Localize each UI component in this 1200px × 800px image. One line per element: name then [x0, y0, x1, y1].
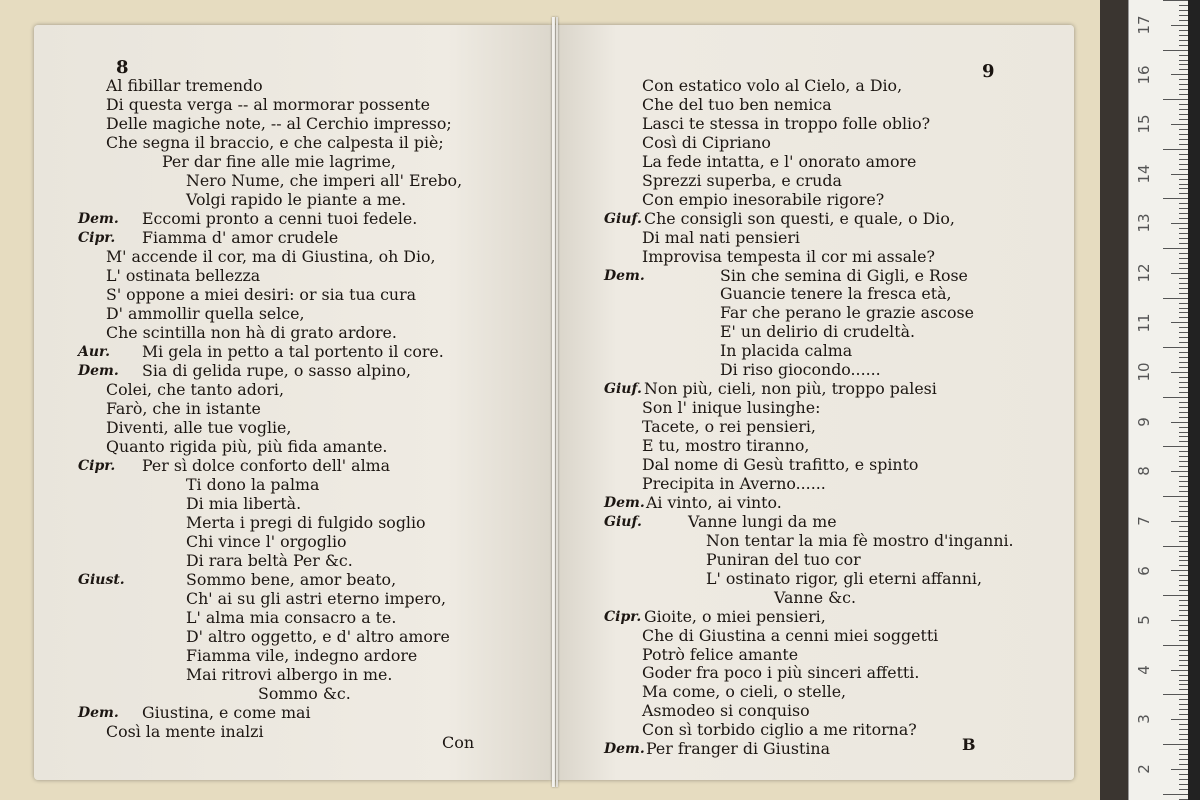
ruler-tick: [1163, 149, 1189, 150]
left-verse-line-7: Eccomi pronto a cenni tuoi fedele.: [142, 209, 418, 228]
right-verse-line-30: Potrò felice amante: [642, 644, 799, 664]
ruler-tick: [1163, 446, 1189, 447]
ruler-tick: [1163, 0, 1189, 1]
ruler-tick: [1163, 397, 1189, 398]
left-verse-line-11: S' oppone a miei desiri: or sia tua cura: [106, 285, 417, 304]
left-verse-line-12: D' ammollir quella selce,: [106, 304, 305, 323]
ruler-tick: [1171, 223, 1189, 224]
left-verse-line-0: Al fibillar tremendo: [106, 76, 263, 95]
ruler-tick: [1171, 570, 1189, 571]
right-verse-line-5: Sprezzi superba, e cruda: [642, 170, 842, 190]
ruler-number: 17: [1135, 15, 1153, 35]
ruler-tick: [1163, 496, 1189, 497]
left-verse-line-9: M' accende il cor, ma di Giustina, oh Dio,: [106, 247, 436, 266]
ruler-tick: [1171, 620, 1189, 621]
ruler-tick: [1171, 521, 1189, 522]
left-verse-line-15: Sia di gelida rupe, o sasso alpino,: [142, 361, 411, 380]
ruler-number: 2: [1135, 764, 1153, 774]
left-verse-line-23: Merta i pregi di fulgido soglio: [186, 513, 426, 532]
left-verse-line-5: Nero Nume, che imperi all' Erebo,: [186, 171, 463, 190]
right-verse-line-32: Ma come, o cieli, o stelle,: [642, 682, 847, 702]
right-verse-line-22: Ai vinto, ai vinto.: [646, 492, 782, 512]
ruler-tick: [1171, 719, 1189, 720]
left-verse-line-28: L' alma mia consacro a te.: [186, 608, 397, 627]
left-verse-line-16: Colei, che tanto adori,: [106, 380, 284, 399]
left-verse-line-3: Che segna il braccio, e che calpesta il piè;: [106, 133, 444, 152]
ruler-tick: [1163, 198, 1189, 199]
left-verse-line-17: Farò, che in istante: [106, 399, 261, 418]
right-verse-line-12: Far che perano le grazie ascose: [720, 303, 974, 323]
left-verse-line-21: Ti dono la palma: [186, 475, 320, 494]
left-page: [34, 25, 552, 780]
right-speaker-7: Giuf.: [604, 210, 642, 227]
right-speaker-16: Giuf.: [604, 381, 642, 398]
ruler-number: 6: [1135, 565, 1153, 576]
ruler-number: 10: [1135, 362, 1153, 382]
right-verse-line-11: Guancie tenere la fresca età,: [720, 284, 952, 304]
left-verse-line-27: Ch' ai su gli astri eterno impero,: [186, 589, 447, 608]
left-verse-line-22: Di mia libertà.: [186, 494, 302, 513]
ruler-number: 13: [1135, 213, 1153, 233]
measuring-ruler: [1128, 0, 1189, 800]
right-verse-line-1: Che del tuo ben nemica: [642, 94, 832, 114]
ruler-tick: [1171, 769, 1189, 770]
right-speaker-28: Cipr.: [604, 608, 642, 625]
left-speaker-33: Dem.: [78, 705, 119, 721]
ruler-number: 11: [1135, 313, 1153, 333]
left-verse-line-26: Sommo bene, amor beato,: [186, 570, 397, 589]
right-verse-line-26: L' ostinato rigor, gli eterni affanni,: [706, 568, 982, 588]
ruler-number: 4: [1135, 665, 1153, 675]
left-verse-line-33: Giustina, e come mai: [142, 703, 311, 722]
ruler-tick: [1171, 25, 1189, 26]
right-verse-line-31: Goder fra poco i più sinceri affetti.: [642, 663, 920, 683]
left-speaker-15: Dem.: [78, 363, 119, 379]
ruler-tick: [1171, 273, 1189, 274]
right-verse-line-8: Di mal nati pensieri: [642, 227, 800, 247]
right-verse-line-27: Vanne &c.: [774, 587, 857, 607]
ruler-number: 14: [1135, 164, 1153, 184]
ruler-tick: [1163, 99, 1189, 100]
left-speaker-8: Cipr.: [78, 230, 116, 246]
left-speaker-7: Dem.: [78, 211, 119, 227]
right-verse-line-20: Dal nome di Gesù trafitto, e spinto: [642, 455, 919, 474]
ruler-tick: [1163, 50, 1189, 51]
ruler-number: 7: [1135, 516, 1153, 526]
left-verse-line-1: Di questa verga -- al mormorar possente: [106, 95, 430, 114]
right-verse-line-16: Non più, cieli, non più, troppo palesi: [644, 379, 937, 399]
ruler-tick: [1171, 372, 1189, 373]
right-verse-line-25: Puniran del tuo cor: [706, 549, 861, 569]
left-verse-line-20: Per sì dolce conforto dell' alma: [142, 456, 391, 475]
catchword: Con: [442, 733, 475, 752]
ruler-tick: [1163, 794, 1189, 795]
left-speaker-20: Cipr.: [78, 458, 116, 474]
right-verse-line-29: Che di Giustina a cenni miei soggetti: [642, 625, 939, 645]
ruler-number: 9: [1135, 417, 1153, 427]
ruler-tick: [1163, 546, 1189, 547]
right-verse-line-0: Con estatico volo al Cielo, a Dio,: [642, 76, 903, 95]
ruler-tick: [1171, 670, 1189, 671]
left-verse-line-19: Quanto rigida più, più fida amante.: [106, 437, 388, 456]
left-verse-line-4: Per dar fine alle mie lagrime,: [162, 152, 396, 171]
right-verse-line-6: Con empio inesorabile rigore?: [642, 189, 885, 209]
right-verse-line-24: Non tentar la mia fè mostro d'inganni.: [706, 530, 1014, 550]
ruler-edge: [1188, 0, 1200, 800]
right-verse-line-18: Tacete, o rei pensieri,: [642, 417, 816, 437]
left-verse-line-29: D' altro oggetto, e d' altro amore: [186, 627, 450, 646]
ruler-tick: [1163, 248, 1189, 249]
right-verse-line-19: E tu, mostro tiranno,: [642, 436, 810, 456]
open-book: [34, 25, 1074, 785]
ruler-tick: [1163, 744, 1189, 745]
right-page-text: [554, 25, 1074, 780]
right-verse-line-15: Di riso giocondo......: [720, 360, 881, 380]
left-verse-line-18: Diventi, alle tue voglie,: [106, 418, 292, 437]
ruler-number: 8: [1135, 466, 1153, 477]
left-speaker-14: Aur.: [78, 344, 111, 360]
right-speaker-35: Dem.: [604, 741, 645, 758]
right-verse-line-7: Che consigli son questi, e quale, o Dio,: [644, 208, 955, 228]
right-verse-line-2: Lasci te stessa in troppo folle oblio?: [642, 113, 931, 133]
right-verse-line-10: Sin che semina di Gigli, e Rose: [720, 265, 968, 285]
right-speaker-10: Dem.: [604, 267, 645, 284]
right-speaker-23: Giuf.: [604, 513, 642, 530]
ruler-number: 5: [1135, 615, 1153, 625]
page-number-left: 8: [116, 57, 129, 78]
left-verse-line-25: Di rara beltà Per &c.: [186, 551, 353, 570]
ruler-tick: [1163, 645, 1189, 646]
right-speaker-22: Dem.: [604, 494, 645, 511]
left-verse-line-32: Sommo &c.: [258, 684, 351, 703]
right-verse-line-28: Gioite, o miei pensieri,: [644, 606, 826, 626]
ruler-tick: [1171, 124, 1189, 125]
left-verse-line-13: Che scintilla non hà di grato ardore.: [106, 323, 397, 342]
right-verse-line-21: Precipita in Averno......: [642, 473, 826, 493]
ruler-tick: [1171, 422, 1189, 423]
right-verse-line-17: Son l' inique lusinghe:: [642, 398, 821, 418]
ruler-tick: [1163, 595, 1189, 596]
left-speaker-26: Giust.: [78, 572, 125, 588]
right-verse-line-23: Vanne lungi da me: [688, 511, 837, 531]
ruler-tick: [1171, 74, 1189, 75]
ruler-number: 12: [1135, 263, 1153, 283]
right-page: [554, 25, 1074, 780]
page-number-right: 9: [982, 61, 995, 82]
background-dark-strip: [1100, 0, 1130, 800]
ruler-tick: [1163, 298, 1189, 299]
right-verse-line-33: Asmodeo si conquiso: [642, 701, 810, 721]
left-verse-line-30: Fiamma vile, indegno ardore: [186, 646, 418, 665]
right-verse-line-13: E' un delirio di crudeltà.: [720, 322, 916, 342]
ruler-number: 15: [1135, 114, 1153, 134]
ruler-number: 16: [1135, 65, 1153, 85]
ruler-tick: [1163, 694, 1189, 695]
left-verse-line-24: Chi vince l' orgoglio: [186, 532, 347, 551]
right-verse-line-35: Per franger di Giustina: [646, 739, 830, 759]
right-verse-line-34: Con sì torbido ciglio a me ritorna?: [642, 720, 917, 740]
right-verse-line-3: Così di Cipriano: [642, 132, 771, 152]
left-verse-line-34: Così la mente inalzi: [106, 722, 264, 741]
left-page-text: [34, 25, 552, 780]
right-verse-line-9: Improvisa tempesta il cor mi assale?: [642, 246, 935, 266]
left-verse-line-8: Fiamma d' amor crudele: [142, 228, 339, 247]
ruler-tick: [1171, 174, 1189, 175]
left-verse-line-14: Mi gela in petto a tal portento il core.: [142, 342, 444, 361]
ruler-tick: [1171, 471, 1189, 472]
ruler-tick: [1171, 322, 1189, 323]
ruler-tick: [1163, 347, 1189, 348]
signature-mark: B: [962, 735, 976, 754]
binding-thread: [544, 17, 564, 787]
right-verse-line-4: La fede intatta, e l' onorato amore: [642, 151, 917, 171]
left-verse-line-31: Mai ritrovi albergo in me.: [186, 665, 393, 684]
left-verse-line-6: Volgi rapido le piante a me.: [186, 190, 407, 209]
left-verse-line-10: L' ostinata bellezza: [106, 266, 261, 285]
ruler-number: 3: [1135, 714, 1153, 725]
left-verse-line-2: Delle magiche note, -- al Cerchio impresso;: [106, 114, 452, 133]
right-verse-line-14: In placida calma: [720, 341, 853, 361]
